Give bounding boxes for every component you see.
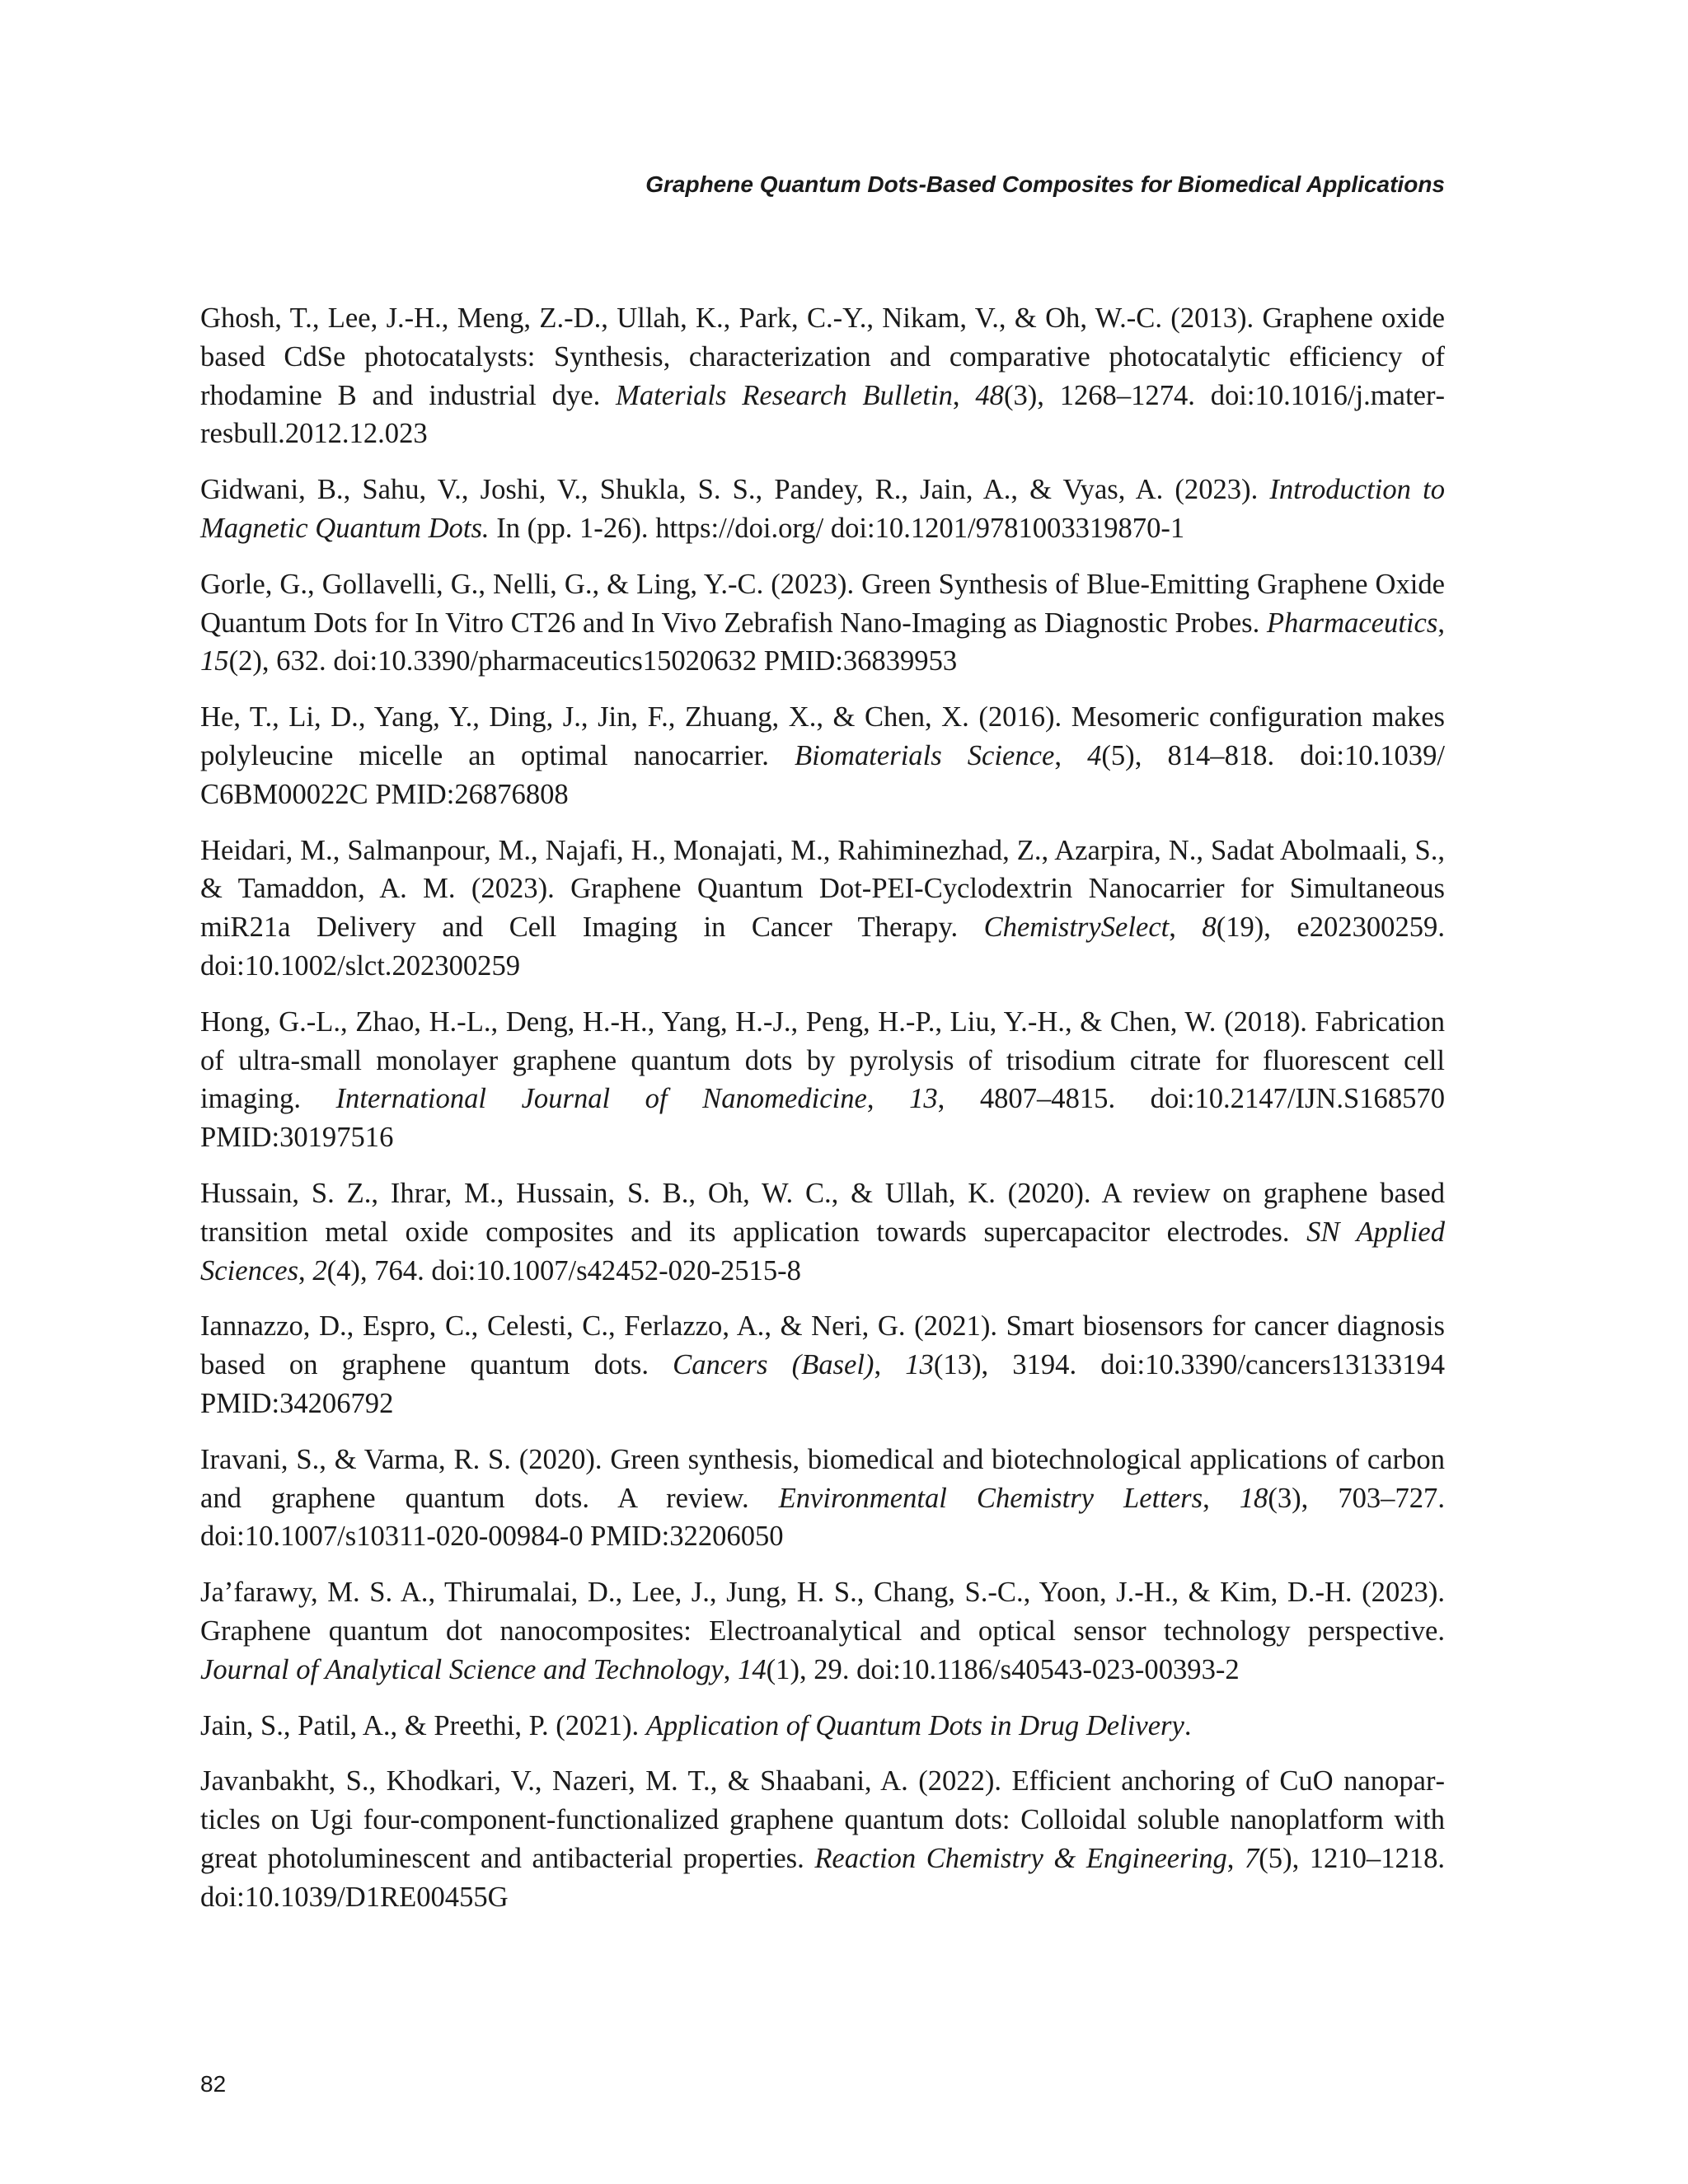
reference-italic-run: Application of Quantum Dots in Drug Delivery <box>645 1709 1184 1741</box>
reference-text-run: Iravani, S., & Varma, R. S. (2020). Green synthesis, biomedical and biotechnological applications of carbon and graphene quantum dots. A review. <box>200 1443 1445 1514</box>
reference-text-run: (1), 29. doi:10.1186/s40543-023-00393-2 <box>766 1653 1240 1685</box>
reference-text-run: , <box>1169 912 1203 944</box>
reference-italic-run: Reaction Chemistry & Engineering <box>814 1842 1227 1874</box>
reference-entry <box>200 1307 1445 1422</box>
reference-italic-run: SN Applied Sciences <box>200 1216 1445 1286</box>
page-number: 82 <box>200 2071 227 2097</box>
reference-text-run: Hussain, S. Z., Ihrar, M., Hussain, S. B., Oh, W. C., & Ullah, K. (2020). A review on graphene based transition metal oxide composites and its application towards supercapacitor electrodes. <box>200 1177 1445 1248</box>
reference-entry <box>200 1707 1445 1746</box>
reference-text-run: (3), 1268–1274. doi:10.1016/j.materresbull.2012.12.023 <box>200 379 1445 450</box>
reference-italic-run: Environmental Chemistry Letters <box>778 1482 1203 1514</box>
reference-text-run: , <box>874 1349 906 1381</box>
reference-italic-run: 48 <box>975 379 1004 411</box>
reference-italic-run: 13 <box>909 1083 938 1115</box>
reference-italic-run: 15 <box>200 645 229 677</box>
reference-text-run: (13), 3194. doi:10.3390/cancers13133194 PMID:34206792 <box>200 1349 1445 1419</box>
reference-text-run: , <box>1437 607 1445 639</box>
reference-text-run: (5), 1210–1218. doi:10.1039/D1RE00455G <box>200 1842 1446 1913</box>
reference-italic-run: Biomaterials Science <box>795 739 1055 771</box>
reference-italic-run: Materials Research Bulletin <box>616 379 953 411</box>
reference-italic-run: 18 <box>1239 1482 1268 1514</box>
reference-text-run: , 4807–4815. doi:10.2147/IJN.S168570 PMID:30197516 <box>200 1083 1445 1154</box>
reference-text-run: Javanbakht, S., Khodkari, V., Nazeri, M. T., & Shaabani, A. (2022). Efficient anchoring of CuO nanoparticles on Ugi four-component-functionalized graphene quantum dots: Colloidal soluble nanoplatform with great photoluminescent and antibacterial properties. <box>200 1765 1445 1874</box>
reference-text-run: Gorle, G., Gollavelli, G., Nelli, G., & Ling, Y.-C. (2023). Green Synthesis of Blue-Emitting Graphene Oxide Quantum Dots for In Vitro CT26 and In Vivo Zebrafish Nano-Imaging as Diagnostic Probes. <box>200 568 1445 639</box>
reference-italic-run: 13 <box>905 1349 934 1381</box>
reference-entry <box>200 1441 1445 1556</box>
reference-italic-run: 4 <box>1087 739 1102 771</box>
reference-text-run: Ghosh, T., Lee, J.-H., Meng, Z.-D., Ullah, K., Park, C.-Y., Nikam, V., & Oh, W.-C. (2013). Graphene oxide based CdSe photocatalysts: Synthesis, characterization and comparative photocatalytic efficiency of rhodamine B and industrial dye. <box>200 302 1445 411</box>
reference-italic-run: Pharmaceutics <box>1266 607 1438 639</box>
reference-text-run: Iannazzo, D., Espro, C., Celesti, C., Ferlazzo, A., & Neri, G. (2021). Smart biosensors for cancer diagnosis based on graphene quantum dots. <box>200 1310 1445 1381</box>
reference-italic-run: 7 <box>1244 1842 1259 1874</box>
reference-text-run: , <box>1203 1482 1240 1514</box>
reference-entry <box>200 565 1445 681</box>
reference-italic-run: 14 <box>738 1653 767 1685</box>
reference-text-run: (3), 703–727. doi:10.1007/s10311-020-00984-0 PMID:32206050 <box>200 1482 1445 1553</box>
reference-entry <box>200 832 1445 986</box>
reference-text-run: Gidwani, B., Sahu, V., Joshi, V., Shukla, S. S., Pandey, R., Jain, A., & Vyas, A. (2023). <box>200 474 1270 506</box>
reference-text-run: Hong, G.-L., Zhao, H.-L., Deng, H.-H., Yang, H.-J., Peng, H.-P., Liu, Y.-H., & Chen, W. (2018). Fabrication of ultra-small monolayer graphene quantum dots by pyrolysis of trisodium citrate for fluorescent cell imaging. <box>200 1005 1445 1115</box>
reference-entry <box>200 299 1445 453</box>
reference-text-run: , <box>1226 1842 1245 1874</box>
reference-italic-run: 2 <box>312 1254 327 1286</box>
reference-italic-run: Cancers (Basel) <box>673 1349 874 1381</box>
reference-text-run: Ja’farawy, M. S. A., Thirumalai, D., Lee, J., Jung, H. S., Chang, S.-C., Yoon, J.-H., & Kim, D.-H. (2023). Graphene quantum dot nanocomposites: Electroanalytical and optical sensor technology perspective. <box>200 1577 1445 1647</box>
reference-text-run: , <box>723 1653 738 1685</box>
reference-italic-run: 8 <box>1202 912 1217 944</box>
reference-text-run: (5), 814–818. doi:10.1039/ C6BM00022C PMID:26876808 <box>200 739 1445 810</box>
reference-entry <box>200 1573 1445 1689</box>
reference-text-run: Jain, S., Patil, A., & Preethi, P. (2021). <box>200 1709 646 1741</box>
reference-text-run: , <box>1054 739 1088 771</box>
reference-text-run: He, T., Li, D., Yang, Y., Ding, J., Jin, F., Zhuang, X., & Chen, X. (2016). Mesomeric configuration makes polyleucine micelle an optimal nanocarrier. <box>200 701 1445 771</box>
reference-text-run: , <box>866 1083 910 1115</box>
reference-entry <box>200 471 1445 548</box>
reference-entry <box>200 1003 1445 1157</box>
reference-entry <box>200 698 1445 813</box>
reference-list <box>200 299 1445 1937</box>
reference-italic-run: International Journal of Nanomedicine <box>335 1083 867 1115</box>
reference-text-run: (4), 764. doi:10.1007/s42452-020-2515-8 <box>326 1254 801 1286</box>
reference-italic-run: ChemistrySelect <box>983 912 1170 944</box>
reference-text-run: (2), 632. doi:10.3390/pharmaceutics15020632 PMID:36839953 <box>228 645 958 677</box>
reference-entry <box>200 1174 1445 1290</box>
reference-text-run: In (pp. 1-26). https://doi.org/ doi:10.1201/9781003319870-1 <box>489 512 1185 544</box>
reference-entry <box>200 1762 1445 1916</box>
reference-text-run: , <box>298 1254 313 1286</box>
reference-text-run: , <box>952 379 976 411</box>
reference-text-run: . <box>1184 1709 1192 1741</box>
reference-text-run: (19), e202300259. doi:10.1002/slct.202300259 <box>200 912 1445 982</box>
reference-italic-run: Introduction to Magnetic Quantum Dots. <box>200 474 1445 544</box>
reference-italic-run: Journal of Analytical Science and Technology <box>200 1653 724 1685</box>
reference-text-run: Heidari, M., Salmanpour, M., Najafi, H., Monajati, M., Rahiminezhad, Z., Azarpira, N., Sadat Abolmaali, S., & Tamaddon, A. M. (2023). Graphene Quantum Dot-PEI-Cyclodextrin Nanocarrier for Simultaneous miR21a Delivery and Cell Imaging in Cancer Therapy. <box>200 834 1445 944</box>
running-head: Graphene Quantum Dots-Based Composites for Biomedical Applications <box>645 171 1445 197</box>
